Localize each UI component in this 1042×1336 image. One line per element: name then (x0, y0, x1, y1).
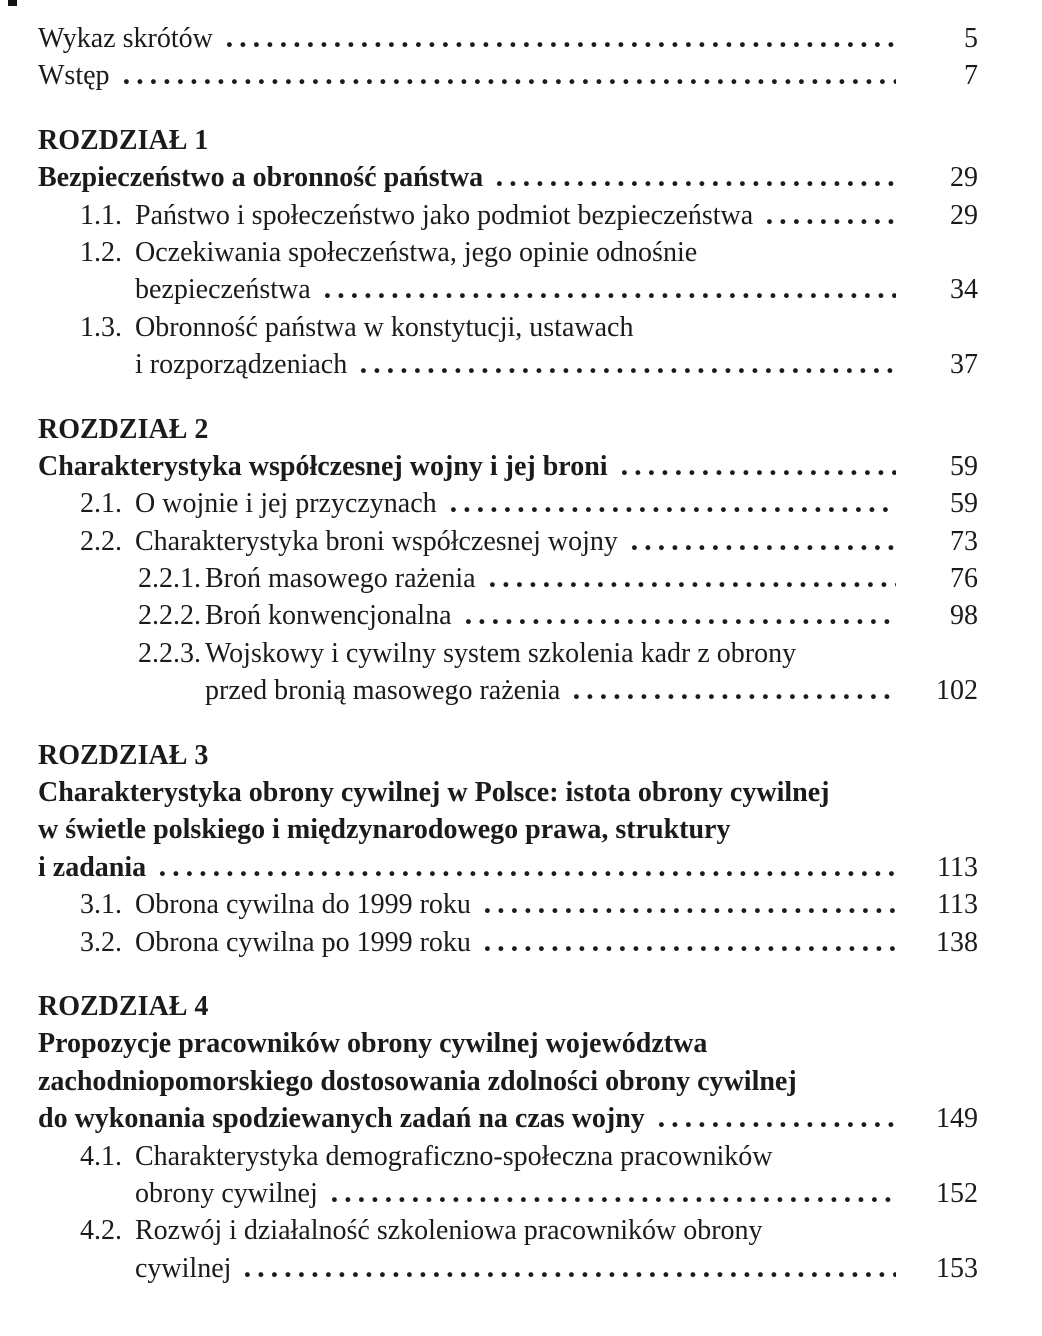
section-gap (38, 710, 978, 737)
dot-leader (245, 1272, 896, 1277)
page-number: 29 (950, 162, 978, 194)
chapter-title (38, 811, 978, 848)
chapter-heading (38, 988, 978, 1025)
dot-leader (227, 42, 896, 47)
chapter-title (38, 849, 978, 886)
scan-artifact (8, 0, 17, 6)
chapter-title (38, 448, 978, 485)
chapter-heading-label: ROZDZIAŁ 3 (38, 739, 209, 771)
page-number: 73 (950, 525, 978, 557)
entry-title: Charakterystyka demograficzno-społeczna pracowników (135, 1140, 773, 1172)
section-gap (38, 95, 978, 122)
chapter-heading (38, 411, 978, 448)
section-number: 2.2. (80, 525, 122, 557)
page-number: 29 (950, 199, 978, 231)
section-number: 1.1. (80, 199, 122, 231)
toc-entry (80, 523, 978, 560)
dot-leader (767, 219, 896, 224)
toc-entry (80, 886, 978, 923)
section-gap (38, 961, 978, 988)
entry-title: Obronność państwa w konstytucji, ustawach (135, 311, 634, 343)
chapter-heading-label: ROZDZIAŁ 1 (38, 124, 209, 156)
toc-entry-continuation (135, 1250, 978, 1287)
page-number: 98 (950, 600, 978, 632)
dot-leader (466, 619, 897, 624)
dot-leader (361, 368, 896, 373)
dot-leader (160, 871, 896, 876)
page-number: 149 (936, 1103, 978, 1135)
page-number: 138 (936, 926, 978, 958)
page-number: 153 (936, 1252, 978, 1284)
page-number: 34 (950, 274, 978, 306)
section-number: 2.2.3. (138, 637, 201, 669)
entry-title: i rozporządzeniach (135, 349, 348, 381)
entry-title: Wojskowy i cywilny system szkolenia kadr z obrony (205, 637, 797, 669)
chapter-heading (38, 737, 978, 774)
chapter-title (38, 1025, 978, 1062)
page-number: 59 (950, 488, 978, 520)
dot-leader (485, 946, 896, 951)
toc-entry (38, 20, 978, 57)
toc-entry (138, 597, 978, 634)
toc-entry (80, 234, 978, 271)
entry-title: Propozycje pracowników obrony cywilnej województwa (38, 1028, 708, 1060)
toc-entry (80, 485, 978, 522)
section-number: 1.2. (80, 236, 122, 268)
dot-leader (325, 293, 896, 298)
toc-entry (80, 924, 978, 961)
chapter-title (38, 774, 978, 811)
entry-title: Oczekiwania społeczeństwa, jego opinie odnośnie (135, 236, 698, 268)
entry-title: cywilnej (135, 1252, 232, 1284)
section-number: 2.2.1. (138, 563, 201, 595)
toc-entry (80, 1212, 978, 1249)
section-number: 3.1. (80, 889, 122, 921)
toc-entry (138, 560, 978, 597)
page-number: 76 (950, 563, 978, 595)
chapter-title (38, 1100, 978, 1137)
dot-leader (485, 908, 896, 913)
entry-title: Bezpieczeństwo a obronność państwa (38, 162, 484, 194)
page-number: 113 (937, 889, 978, 921)
section-number: 3.2. (80, 926, 122, 958)
entry-title: Charakterystyka obrony cywilnej w Polsce: istota obrony cywilnej (38, 777, 830, 809)
section-number: 2.2.2. (138, 600, 201, 632)
toc-entry-continuation (135, 1175, 978, 1212)
entry-title: Państwo i społeczeństwo jako podmiot bezpieczeństwa (135, 199, 754, 231)
page-number: 152 (936, 1177, 978, 1209)
dot-leader (659, 1122, 896, 1127)
toc-entry (38, 57, 978, 94)
toc-entry (138, 635, 978, 672)
entry-title: przed bronią masowego rażenia (205, 675, 561, 707)
toc-entry-continuation (205, 672, 978, 709)
entry-title: obrony cywilnej (135, 1177, 318, 1209)
entry-title: Broń masowego rażenia (205, 563, 476, 595)
entry-title: Obrona cywilna po 1999 roku (135, 926, 471, 958)
toc-entry-continuation (135, 346, 978, 383)
chapter-heading-label: ROZDZIAŁ 2 (38, 413, 209, 445)
section-number: 2.1. (80, 488, 122, 520)
chapter-heading-label: ROZDZIAŁ 4 (38, 990, 209, 1022)
entry-title: w świetle polskiego i międzynarodowego prawa, struktury (38, 814, 731, 846)
section-number: 4.1. (80, 1140, 122, 1172)
section-number: 4.2. (80, 1215, 122, 1247)
chapter-title (38, 159, 978, 196)
dot-leader (332, 1197, 896, 1202)
entry-title: Wstęp (38, 60, 110, 92)
entry-title: Charakterystyka współczesnej wojny i jej broni (38, 450, 608, 482)
toc-entry (80, 309, 978, 346)
entry-title: Wykaz skrótów (38, 23, 213, 54)
page-number: 7 (964, 60, 978, 92)
dot-leader (451, 507, 896, 512)
entry-title: bezpieczeństwa (135, 274, 311, 306)
section-gap (38, 384, 978, 411)
dot-leader (490, 582, 896, 587)
dot-leader (574, 694, 896, 699)
section-number: 1.3. (80, 311, 122, 343)
toc-entry (80, 197, 978, 234)
page-number: 102 (936, 675, 978, 707)
chapter-title (38, 1063, 978, 1100)
entry-title: do wykonania spodziewanych zadań na czas wojny (38, 1103, 645, 1135)
dot-leader (622, 470, 896, 475)
toc-entry (80, 1138, 978, 1175)
chapter-heading (38, 122, 978, 159)
dot-leader (497, 181, 896, 186)
page-number: 37 (950, 349, 978, 381)
entry-title: i zadania (38, 851, 147, 883)
entry-title: Charakterystyka broni współczesnej wojny (135, 525, 618, 557)
entry-title: Broń konwencjonalna (205, 600, 452, 632)
page-number: 59 (950, 450, 978, 482)
page-number: 113 (937, 851, 978, 883)
dot-leader (632, 545, 896, 550)
toc-entry-continuation (135, 271, 978, 308)
entry-title: Obrona cywilna do 1999 roku (135, 889, 471, 921)
entry-title: O wojnie i jej przyczynach (135, 488, 437, 520)
entry-title: zachodniopomorskiego dostosowania zdolności obrony cywilnej (38, 1065, 797, 1097)
entry-title: Rozwój i działalność szkoleniowa pracowników obrony (135, 1215, 763, 1247)
dot-leader (124, 79, 896, 84)
page-number: 5 (964, 23, 978, 54)
